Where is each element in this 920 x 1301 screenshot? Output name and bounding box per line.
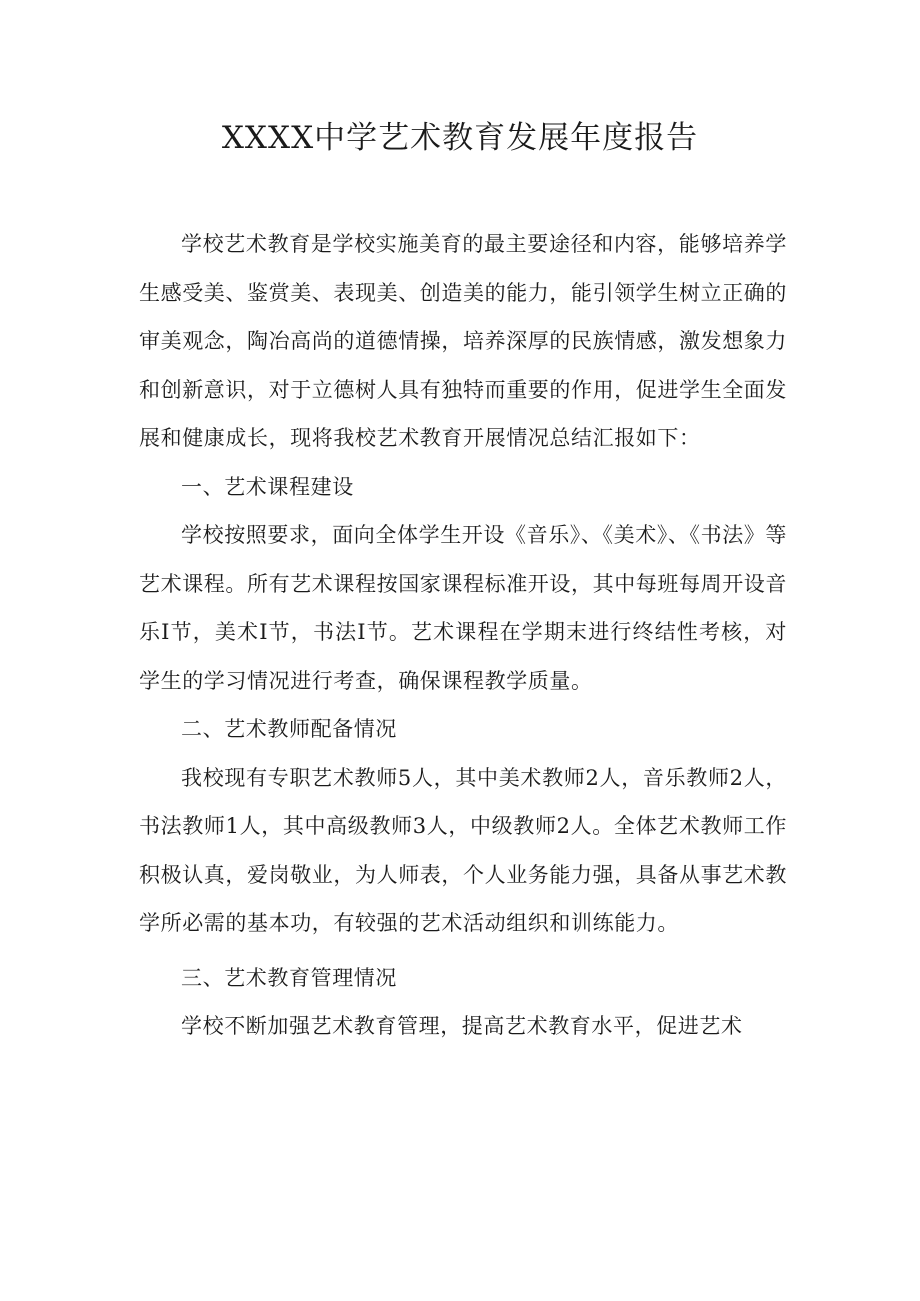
document-title: XXXX中学艺术教育发展年度报告 <box>221 120 699 156</box>
section-paragraph-2: 我校现有专职艺术教师5人，其中美术教师2人，音乐教师2人，书法教师1人，其中高级教师3人，中级教师2人。全体艺术教师工作积极认真，爱岗敬业，为人师表，个人业务能力强，具备从事艺术教学所必需的基本功，有较强的艺术活动组织和训练能力。 <box>139 765 787 935</box>
section-paragraph-3: 学校不断加强艺术教育管理，提高艺术教育水平，促进艺术 <box>181 1014 743 1038</box>
section-paragraph-1: 学校按照要求，面向全体学生开设《音乐》、《美术》、《书法》等艺术课程。所有艺术课程按国家课程标准开设，其中每班每周开设音乐I节，美术I节，书法I节。艺术课程在学期末进行终结性考核，对学生的学习情况进行考查，确保课程教学质量。 <box>139 523 787 693</box>
intro-paragraph: 学校艺术教育是学校实施美育的最主要途径和内容，能够培养学生感受美、鉴赏美、表现美、创造美的能力，能引领学生树立正确的审美观念，陶冶高尚的道德情操，培养深厚的民族情感，激发想象力和创新意识，对于立德树人具有独特而重要的作用，促进学生全面发展和健康成长，现将我校艺术教育开展情况总结汇报如下： <box>139 232 787 450</box>
document-body <box>139 220 787 1051</box>
section-heading-1: 一、艺术课程建设 <box>181 474 354 499</box>
section-heading-3: 三、艺术教育管理情况 <box>181 965 397 990</box>
section-heading-2: 二、艺术教师配备情况 <box>181 717 397 741</box>
